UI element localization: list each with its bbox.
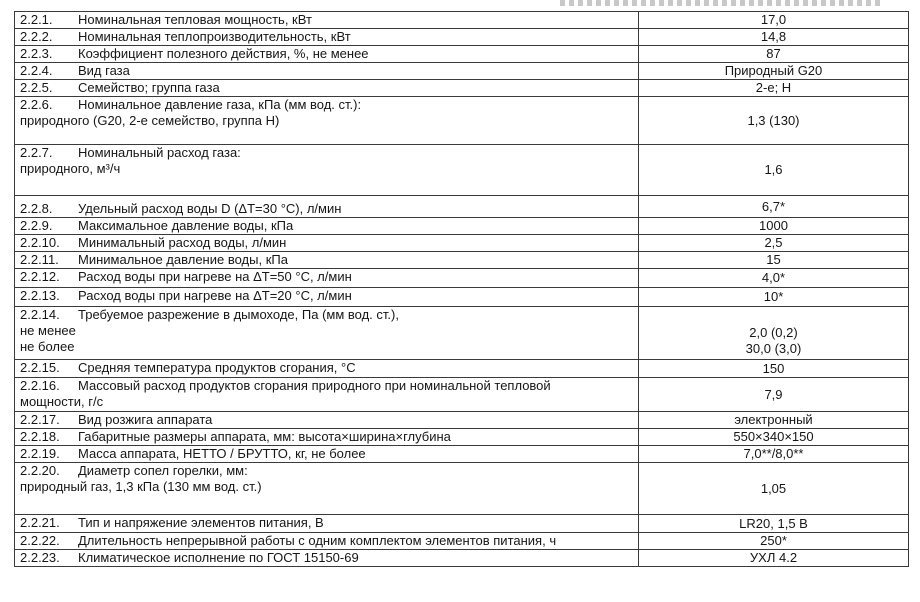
parameter-cell	[15, 97, 639, 145]
table-row	[15, 412, 909, 429]
parameter-label: Максимальное давление воды, кПа	[78, 218, 294, 233]
parameter-cell	[15, 46, 639, 63]
parameter-label: Минимальный расход воды, л/мин	[78, 235, 287, 250]
row-number: 2.2.21.	[20, 515, 60, 530]
row-number: 2.2.5.	[20, 80, 53, 95]
row-number: 2.2.7.	[20, 145, 53, 160]
parameter-cell	[15, 515, 639, 533]
row-number: 2.2.9.	[20, 218, 53, 233]
value-cell: 2,5	[639, 235, 909, 252]
parameter-cell	[15, 218, 639, 235]
table-row	[15, 550, 909, 567]
value-cell: 1000	[639, 218, 909, 235]
parameter-label: Номинальная тепловая мощность, кВт	[78, 12, 312, 27]
parameter-cell	[15, 463, 639, 515]
parameter-label: Номинальное давление газа, кПа (мм вод. ст.):	[78, 97, 362, 112]
row-number: 2.2.11.	[20, 252, 59, 267]
parameter-label: Семейство; группа газа	[78, 80, 220, 95]
parameter-cell	[15, 550, 639, 567]
parameter-cell	[15, 429, 639, 446]
parameter-label: Диаметр сопел горелки, мм:	[78, 463, 248, 478]
row-number: 2.2.13.	[20, 288, 60, 303]
parameter-sublabel: природный газ, 1,3 кПа (130 мм вод. ст.)	[20, 479, 262, 494]
specifications-table	[14, 11, 909, 567]
value-max: 30,0 (3,0)	[745, 341, 802, 356]
parameter-cell	[15, 288, 639, 307]
value-cell: 14,8	[639, 29, 909, 46]
table-row	[15, 533, 909, 550]
row-number: 2.2.8.	[20, 201, 53, 216]
value-cell: Природный G20	[639, 63, 909, 80]
table-row	[15, 196, 909, 218]
value-min: 2,0 (0,2)	[749, 325, 798, 340]
value-cell: электронный	[639, 412, 909, 429]
table-row	[15, 97, 909, 145]
parameter-sublabel-min: не менее	[20, 323, 76, 338]
parameter-cell	[15, 378, 639, 412]
value-cell: 1,6	[639, 145, 909, 196]
value-cell: 17,0	[639, 12, 909, 29]
parameter-cell	[15, 196, 639, 218]
value-cell: 10*	[639, 288, 909, 307]
parameter-cell	[15, 29, 639, 46]
value-cell: УХЛ 4.2	[639, 550, 909, 567]
value-cell: 150	[639, 360, 909, 378]
value-cell: 1,3 (130)	[639, 97, 909, 145]
table-row	[15, 446, 909, 463]
table-row	[15, 269, 909, 288]
row-number: 2.2.1.	[20, 12, 53, 27]
row-number: 2.2.2.	[20, 29, 53, 44]
parameter-sublabel: природного (G20, 2-е семейство, группа Н)	[20, 113, 280, 128]
parameter-sublabel-max: не более	[20, 339, 75, 354]
row-number: 2.2.17.	[20, 412, 60, 427]
parameter-cell	[15, 145, 639, 196]
table-row	[15, 515, 909, 533]
table-row	[15, 463, 909, 515]
parameter-cell	[15, 63, 639, 80]
value-cell: 87	[639, 46, 909, 63]
row-number: 2.2.23.	[20, 550, 60, 565]
value-cell: 550×340×150	[639, 429, 909, 446]
parameter-sublabel: природного, м³/ч	[20, 161, 121, 176]
parameter-sublabel: мощности, г/с	[20, 394, 104, 409]
parameter-cell	[15, 446, 639, 463]
parameter-cell	[15, 533, 639, 550]
parameter-cell	[15, 80, 639, 97]
row-number: 2.2.18.	[20, 429, 60, 444]
value-cell: 15	[639, 252, 909, 269]
parameter-cell	[15, 412, 639, 429]
parameter-label: Средняя температура продуктов сгорания, °С	[78, 360, 356, 375]
table-row	[15, 218, 909, 235]
value-cell: 1,05	[639, 463, 909, 515]
parameter-label: Длительность непрерывной работы с одним комплектом элементов питания, ч	[78, 533, 557, 548]
table-row	[15, 12, 909, 29]
parameter-label: Тип и напряжение элементов питания, В	[78, 515, 324, 530]
parameter-label: Расход воды при нагреве на ΔТ=20 °С, л/мин	[78, 288, 352, 303]
parameter-label: Требуемое разрежение в дымоходе, Па (мм вод. ст.),	[78, 307, 399, 322]
row-number: 2.2.19.	[20, 446, 60, 461]
row-number: 2.2.20.	[20, 463, 60, 478]
row-number: 2.2.22.	[20, 533, 60, 548]
table-row	[15, 307, 909, 360]
row-number: 2.2.15.	[20, 360, 60, 375]
parameter-label: Номинальный расход газа:	[78, 145, 241, 160]
table-row	[15, 145, 909, 196]
table-row	[15, 288, 909, 307]
row-number: 2.2.14.	[20, 307, 60, 322]
parameter-label: Коэффициент полезного действия, %, не менее	[78, 46, 369, 61]
parameter-label: Массовый расход продуктов сгорания природного при номинальной тепловой	[78, 378, 551, 393]
row-number: 2.2.12.	[20, 269, 60, 284]
parameter-cell	[15, 12, 639, 29]
parameter-label: Климатическое исполнение по ГОСТ 15150-69	[78, 550, 359, 565]
parameter-cell	[15, 307, 639, 360]
table-row	[15, 63, 909, 80]
value-cell: 250*	[639, 533, 909, 550]
row-number: 2.2.16.	[20, 378, 60, 393]
table-row	[15, 252, 909, 269]
value-cell: LR20, 1,5 В	[639, 515, 909, 533]
row-number: 2.2.10.	[20, 235, 60, 250]
parameter-label: Номинальная теплопроизводительность, кВт	[78, 29, 351, 44]
scan-top-edge-artifact	[560, 0, 880, 6]
parameter-label: Расход воды при нагреве на ΔТ=50 °С, л/мин	[78, 269, 352, 284]
parameter-label: Удельный расход воды D (ΔТ=30 °С), л/мин	[78, 201, 342, 216]
parameter-label: Габаритные размеры аппарата, мм: высота×ширина×глубина	[78, 429, 451, 444]
row-number: 2.2.3.	[20, 46, 53, 61]
row-number: 2.2.6.	[20, 97, 53, 112]
parameter-label: Вид газа	[78, 63, 130, 78]
value-cell: 7,0**/8,0**	[639, 446, 909, 463]
value-cell: 4,0*	[639, 269, 909, 288]
table-row	[15, 80, 909, 97]
table-row	[15, 429, 909, 446]
table-row	[15, 46, 909, 63]
parameter-label: Масса аппарата, НЕТТО / БРУТТО, кг, не более	[78, 446, 366, 461]
parameter-cell	[15, 235, 639, 252]
value-cell: 2-е; Н	[639, 80, 909, 97]
table-row	[15, 235, 909, 252]
parameter-label: Минимальное давление воды, кПа	[78, 252, 288, 267]
table-row	[15, 378, 909, 412]
parameter-cell	[15, 360, 639, 378]
value-cell	[639, 307, 909, 360]
row-number: 2.2.4.	[20, 63, 53, 78]
value-cell: 7,9	[639, 378, 909, 412]
table-row	[15, 29, 909, 46]
parameter-cell	[15, 269, 639, 288]
parameter-cell	[15, 252, 639, 269]
table-row	[15, 360, 909, 378]
value-cell: 6,7*	[639, 196, 909, 218]
parameter-label: Вид розжига аппарата	[78, 412, 213, 427]
